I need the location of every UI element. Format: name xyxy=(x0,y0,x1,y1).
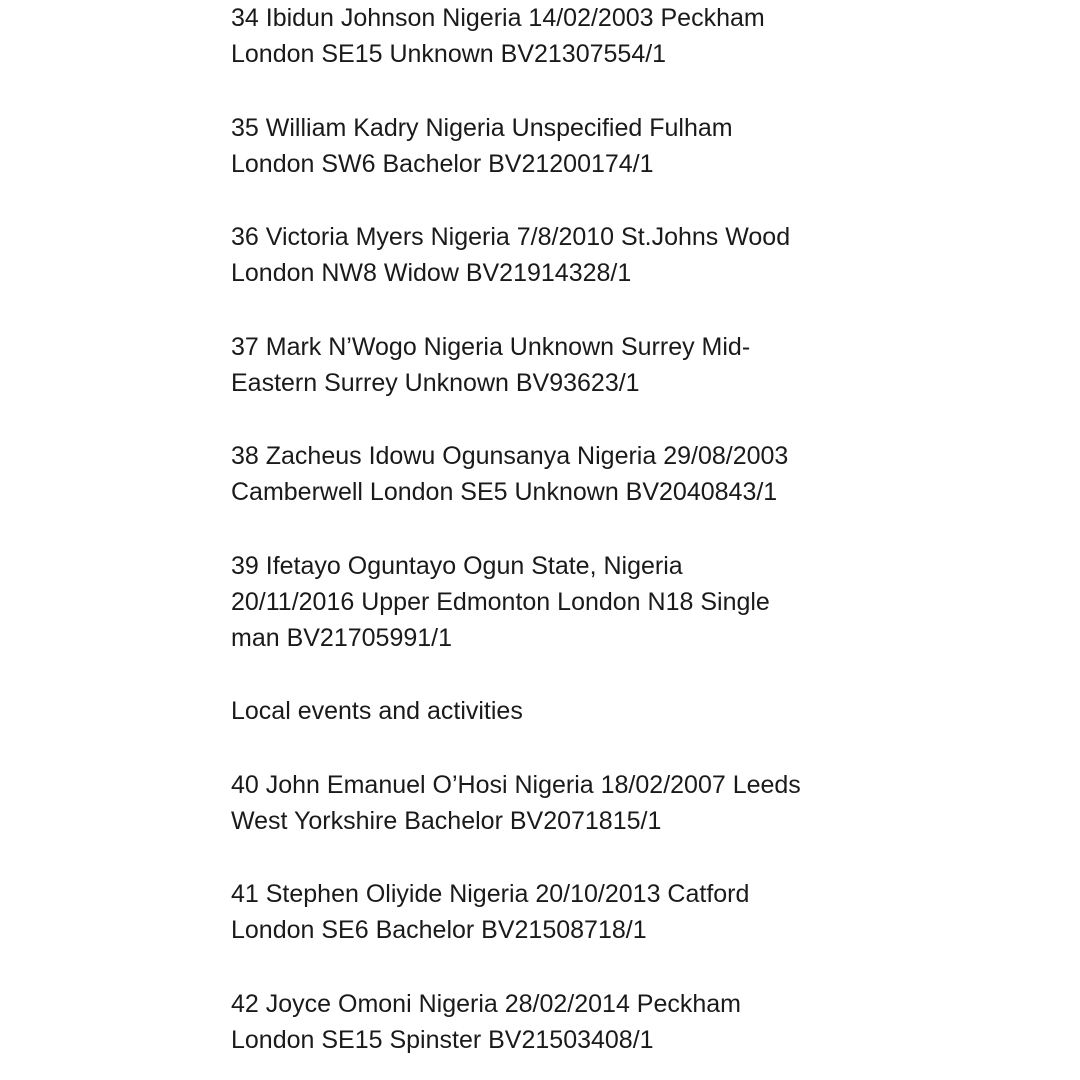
text-line: 40 John Emanuel O’Hosi Nigeria 18/02/2007 Leeds xyxy=(231,770,801,799)
text-line: 42 Joyce Omoni Nigeria 28/02/2014 Peckham xyxy=(231,989,742,1018)
text-line: 37 Mark N’Wogo Nigeria Unknown Surrey Mid- xyxy=(231,332,751,361)
record-entry xyxy=(231,767,801,839)
text-line: 38 Zacheus Idowu Ogunsanya Nigeria 29/08/2003 xyxy=(231,442,789,470)
text-line: 39 Ifetayo Oguntayo Ogun State, Nigeria xyxy=(231,551,683,580)
text-line: 20/11/2016 Upper Edmonton London N18 Single xyxy=(231,587,770,616)
text-line: Local events and activities xyxy=(231,697,523,725)
record-entry xyxy=(231,986,741,1058)
text-line: London NW8 Widow BV21914328/1 xyxy=(231,259,632,287)
record-entry xyxy=(231,438,788,510)
text-line: London SE15 Unknown BV21307554/1 xyxy=(231,40,667,68)
text-line: 41 Stephen Oliyide Nigeria 20/10/2013 Catford xyxy=(231,880,750,908)
section-heading xyxy=(231,693,523,729)
text-line: man BV21705991/1 xyxy=(231,623,453,652)
text-line: 36 Victoria Myers Nigeria 7/8/2010 St.Johns Wood xyxy=(231,223,791,251)
text-line: London SE15 Spinster BV21503408/1 xyxy=(231,1025,654,1054)
text-line: London SW6 Bachelor BV21200174/1 xyxy=(231,149,654,178)
record-entry xyxy=(231,548,770,656)
record-entry xyxy=(231,329,750,401)
text-line: Camberwell London SE5 Unknown BV2040843/1 xyxy=(231,478,778,506)
record-entry xyxy=(231,0,765,72)
record-entry xyxy=(231,110,733,182)
text-line: 34 Ibidun Johnson Nigeria 14/02/2003 Peckham xyxy=(231,4,765,32)
text-line: West Yorkshire Bachelor BV2071815/1 xyxy=(231,806,662,835)
text-line: 35 William Kadry Nigeria Unspecified Fulham xyxy=(231,113,733,142)
record-entry xyxy=(231,219,790,291)
record-entry xyxy=(231,876,749,948)
text-line: London SE6 Bachelor BV21508718/1 xyxy=(231,916,647,944)
text-line: Eastern Surrey Unknown BV93623/1 xyxy=(231,368,640,397)
